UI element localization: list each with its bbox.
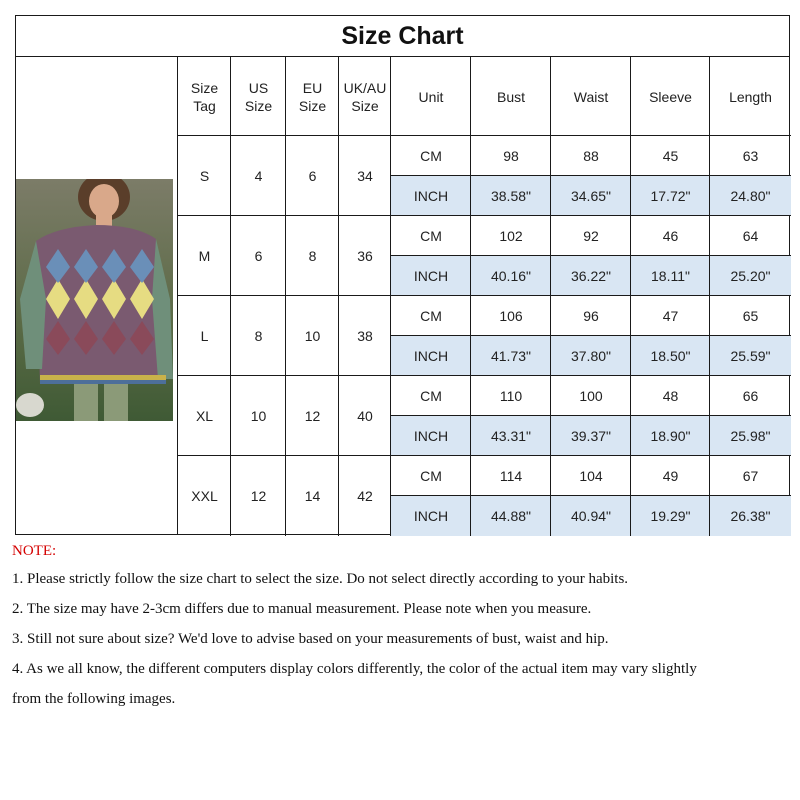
- cm-unit-cell: CM: [420, 228, 442, 244]
- inch-length-cell: 25.59": [710, 336, 791, 376]
- grid-line: [709, 57, 710, 536]
- header-waist: Waist: [573, 88, 609, 105]
- inch-unit-cell: INCH: [391, 416, 471, 456]
- cm-length-cell: 66: [742, 388, 759, 404]
- note-line: 1. Please strictly follow the size chart to select the size. Do not select directly according to your habits.: [12, 571, 629, 587]
- grid-line: [470, 57, 471, 536]
- inch-waist-cell: 34.65": [551, 176, 631, 216]
- cm-bust-cell: 102: [499, 228, 523, 244]
- note-line: 4. As we all know, the different computers display colors differently, the color of the actual item may vary slightly: [12, 661, 697, 677]
- ukau-size-cell: 36: [357, 248, 373, 264]
- inch-waist-cell: 40.94": [551, 496, 631, 536]
- product-photo: [16, 179, 173, 421]
- grid-line: [391, 495, 791, 496]
- cm-waist-cell: 104: [579, 468, 603, 484]
- size-chart-title: Size Chart: [16, 16, 789, 57]
- cm-length-cell: 64: [742, 228, 759, 244]
- size-tag-cell: S: [199, 168, 210, 184]
- header-us-size: US Size: [244, 79, 273, 114]
- grid-line: [390, 57, 391, 536]
- us-size-cell: 8: [254, 328, 263, 344]
- cm-bust-cell: 106: [499, 308, 523, 324]
- ukau-size-cell: 42: [357, 488, 373, 504]
- grid-line: [178, 215, 791, 216]
- inch-length-cell: 24.80": [710, 176, 791, 216]
- inch-bust-cell: 40.16": [471, 256, 551, 296]
- cm-bust-cell: 98: [503, 148, 519, 164]
- cm-unit-cell: CM: [420, 308, 442, 324]
- size-tag-cell: XXL: [191, 488, 218, 504]
- inch-waist-cell: 39.37": [551, 416, 631, 456]
- note-line: from the following images.: [12, 691, 176, 707]
- inch-unit-cell: INCH: [391, 176, 471, 216]
- cm-sleeve-cell: 47: [662, 308, 679, 324]
- inch-sleeve-cell: 18.11": [631, 256, 710, 296]
- inch-sleeve-cell: 19.29": [631, 496, 710, 536]
- ukau-size-cell: 38: [357, 328, 373, 344]
- inch-unit-cell: INCH: [391, 256, 471, 296]
- header-size-tag: Size Tag: [190, 79, 219, 114]
- inch-bust-cell: 41.73": [471, 336, 551, 376]
- header-unit: Unit: [418, 88, 444, 105]
- product-photo-cell: [16, 57, 178, 535]
- header-eu-size: EU Size: [298, 79, 327, 114]
- inch-sleeve-cell: 18.50": [631, 336, 710, 376]
- cm-bust-cell: 114: [499, 468, 523, 484]
- note-line: 2. The size may have 2-3cm differs due to manual measurement. Please note when you measure.: [12, 601, 592, 617]
- grid-line: [550, 57, 551, 536]
- ukau-size-cell: 34: [357, 168, 373, 184]
- header-bust: Bust: [496, 88, 525, 105]
- grid-line: [391, 255, 791, 256]
- grid-line: [391, 335, 791, 336]
- grid-line: [285, 57, 286, 536]
- inch-bust-cell: 43.31": [471, 416, 551, 456]
- inch-bust-cell: 44.88": [471, 496, 551, 536]
- cm-sleeve-cell: 48: [662, 388, 679, 404]
- grid-line: [178, 455, 791, 456]
- cm-length-cell: 67: [742, 468, 759, 484]
- cm-sleeve-cell: 45: [662, 148, 679, 164]
- us-size-cell: 4: [254, 168, 263, 184]
- eu-size-cell: 6: [308, 168, 317, 184]
- size-tag-cell: XL: [195, 408, 214, 424]
- cm-waist-cell: 100: [579, 388, 603, 404]
- inch-waist-cell: 36.22": [551, 256, 631, 296]
- inch-length-cell: 25.20": [710, 256, 791, 296]
- header-ukau-size: UK/AU Size: [343, 79, 387, 114]
- grid-line: [178, 295, 791, 296]
- sweater-model-image: [16, 179, 173, 421]
- inch-sleeve-cell: 18.90": [631, 416, 710, 456]
- us-size-cell: 6: [254, 248, 263, 264]
- grid-line: [178, 135, 791, 136]
- ukau-size-cell: 40: [357, 408, 373, 424]
- eu-size-cell: 8: [308, 248, 317, 264]
- inch-waist-cell: 37.80": [551, 336, 631, 376]
- cm-bust-cell: 110: [499, 388, 523, 404]
- grid-line: [338, 57, 339, 536]
- cm-waist-cell: 96: [583, 308, 599, 324]
- size-tag-cell: M: [198, 248, 211, 264]
- eu-size-cell: 14: [304, 488, 321, 504]
- inch-length-cell: 25.98": [710, 416, 791, 456]
- size-tag-cell: L: [200, 328, 209, 344]
- inch-unit-cell: INCH: [391, 496, 471, 536]
- cm-sleeve-cell: 49: [662, 468, 679, 484]
- inch-sleeve-cell: 17.72": [631, 176, 710, 216]
- eu-size-cell: 12: [304, 408, 321, 424]
- us-size-cell: 10: [250, 408, 267, 424]
- eu-size-cell: 10: [304, 328, 321, 344]
- cm-unit-cell: CM: [420, 468, 442, 484]
- grid-line: [178, 375, 791, 376]
- cm-length-cell: 63: [742, 148, 759, 164]
- header-sleeve: Sleeve: [649, 88, 692, 105]
- inch-length-cell: 26.38": [710, 496, 791, 536]
- grid-line: [391, 175, 791, 176]
- size-chart-table: [15, 15, 790, 535]
- notes-title: NOTE:: [12, 543, 57, 559]
- cm-waist-cell: 92: [583, 228, 599, 244]
- cm-waist-cell: 88: [583, 148, 599, 164]
- inch-bust-cell: 38.58": [471, 176, 551, 216]
- grid-line: [391, 415, 791, 416]
- cm-unit-cell: CM: [420, 148, 442, 164]
- header-length: Length: [729, 88, 772, 105]
- cm-sleeve-cell: 46: [662, 228, 679, 244]
- grid-line: [230, 57, 231, 536]
- note-line: 3. Still not sure about size? We'd love to advise based on your measurements of bust, waist and hip.: [12, 631, 609, 647]
- notes-section: [12, 540, 792, 718]
- cm-length-cell: 65: [742, 308, 759, 324]
- us-size-cell: 12: [250, 488, 267, 504]
- grid-line: [630, 57, 631, 536]
- inch-unit-cell: INCH: [391, 336, 471, 376]
- cm-unit-cell: CM: [420, 388, 442, 404]
